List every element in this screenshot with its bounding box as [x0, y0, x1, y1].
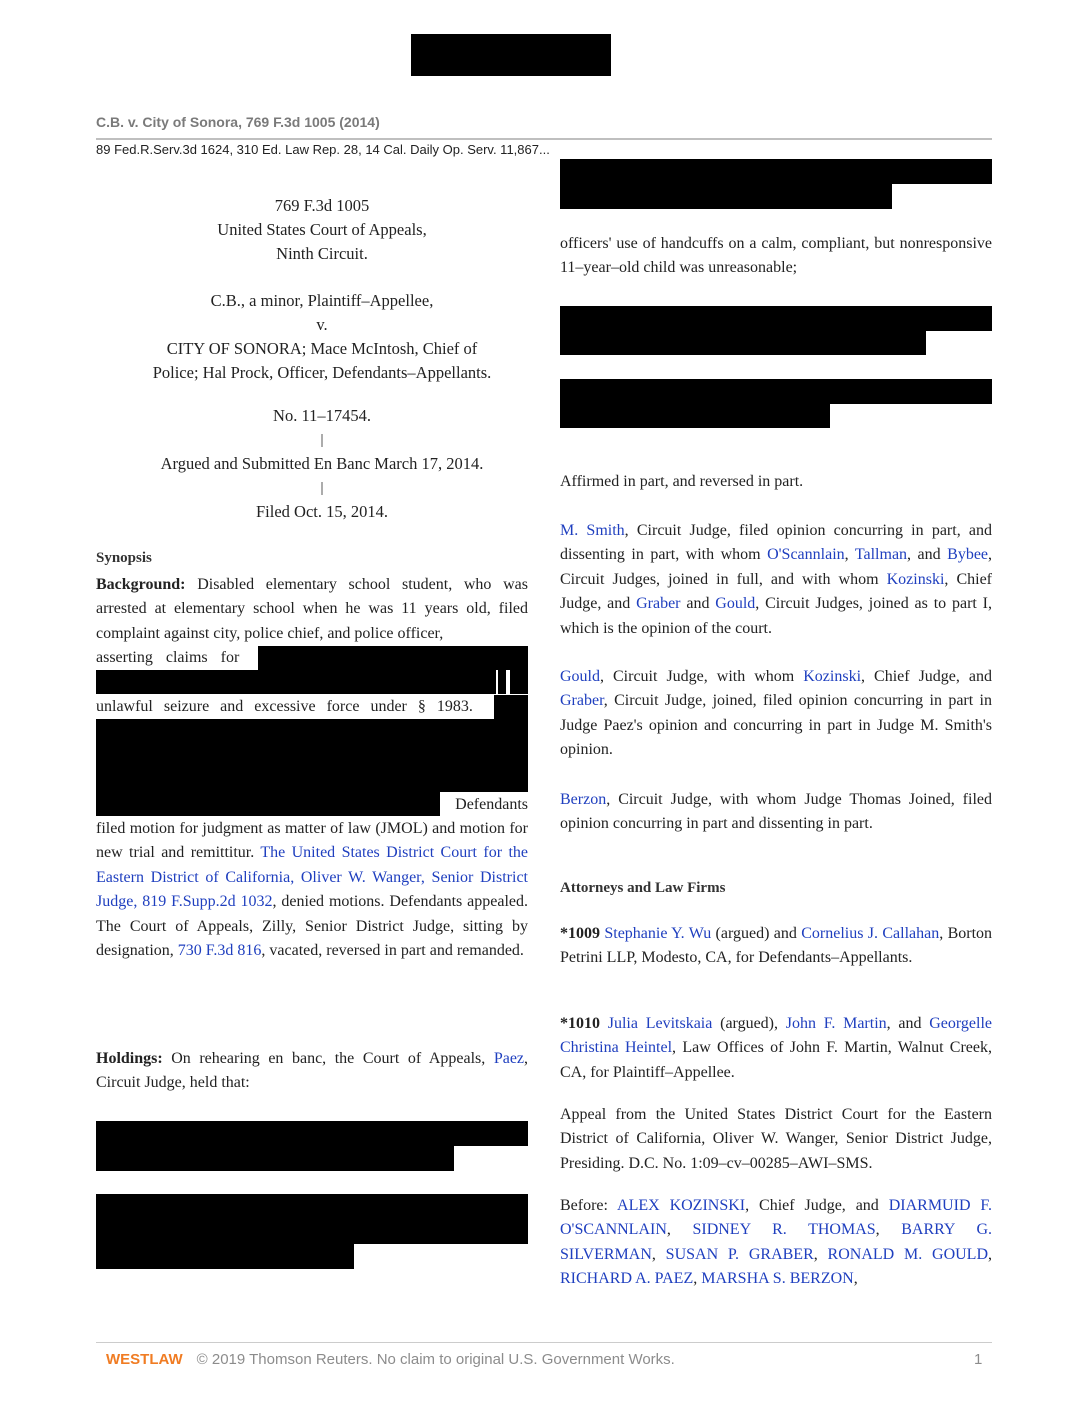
attorney-text: (argued) and: [715, 925, 797, 942]
holdings-text: On rehearing en banc, the Court of Appeals,: [171, 1050, 486, 1067]
background-text: Disabled elementary school student, who was arrested at elementary school when he was 11 years old, filed complaint against city, police chief, and police officer,: [96, 576, 529, 642]
versus: v.: [316, 315, 328, 334]
judge-link-graber[interactable]: SUSAN P. GRABER: [665, 1245, 814, 1263]
note-text: and: [686, 595, 710, 613]
note-text: , and: [907, 546, 941, 564]
docket-number: No. 11–17454.: [273, 406, 371, 425]
judge-link-oscannlain[interactable]: O'Scannlain: [767, 546, 845, 564]
plaintiff: C.B., a minor, Plaintiff–Appellee,: [210, 291, 434, 310]
defendants-line1: CITY OF SONORA; Mace McIntosh, Chief of: [166, 339, 478, 358]
synopsis-heading: Synopsis: [96, 550, 152, 566]
court-name: United States Court of Appeals,: [217, 220, 427, 239]
note-text: , Chief Judge, and: [861, 668, 992, 685]
panel-judges: Before: ALEX KOZINSKI, Chief Judge, and DIARMUID F. O'SCANNLAIN, SIDNEY R. THOMAS, BARRY G. SILVERMAN, SUSAN P. GRABER, RONALD M. GOULD, RICHARD A. PAEZ, MARSHA S. BERZON,: [560, 1197, 993, 1288]
judge-link-m-smith[interactable]: M. Smith: [560, 522, 625, 539]
judge-link-kozinski[interactable]: Kozinski: [803, 668, 862, 685]
redaction: [560, 184, 892, 209]
district-court-link[interactable]: The United States District Court for the Eastern District of California, Oliver W. Wanger, Senior District Judge,: [96, 844, 528, 911]
procedural-text: , denied motions. Defendants appealed. The Court of Appeals, Zilly, Senior District Judge, sitting by designation,: [96, 893, 528, 960]
court-circuit: Ninth Circuit.: [276, 244, 368, 263]
attorney-text: (argued),: [720, 1015, 779, 1032]
top-redaction: [411, 34, 611, 76]
reporter-citation: 769 F.3d 1005: [274, 196, 370, 215]
holding-handcuffs: officers' use of handcuffs on a calm, compliant, but nonresponsive 11–year–old child was unreasonable;: [560, 235, 992, 277]
redaction: [494, 695, 528, 719]
background-defendants: Defendants: [455, 796, 528, 813]
redaction: [510, 670, 528, 694]
disposition: Affirmed in part, and reversed in part.: [560, 473, 804, 490]
defendants-line2: Police; Hal Prock, Officer, Defendants–Appellants.: [152, 363, 492, 382]
redaction: [560, 331, 926, 355]
judge-link-bybee[interactable]: Bybee: [947, 546, 989, 564]
background-claims-cont: unlawful seizure and excessive force under § 1983.: [96, 698, 473, 715]
footer-divider: [96, 1342, 992, 1343]
holdings-paragraph: [96, 1047, 528, 1096]
judge-link-gould[interactable]: RONALD M. GOULD: [827, 1245, 989, 1263]
redaction: [258, 646, 528, 670]
holdings-text: , Circuit Judge, held that:: [96, 1050, 529, 1092]
paez-link[interactable]: Paez: [493, 1050, 525, 1067]
gould-opinion-note: [560, 665, 992, 763]
separator: |: [320, 480, 324, 496]
judge-link-kozinski[interactable]: ALEX KOZINSKI: [617, 1197, 746, 1214]
chief-judge-text: , Chief Judge, and: [745, 1197, 879, 1214]
redaction: [96, 670, 496, 694]
judge-link-graber[interactable]: Graber: [560, 692, 604, 710]
argued-date: Argued and Submitted En Banc March 17, 2014.: [160, 454, 484, 473]
judge-link-thomas[interactable]: SIDNEY R. THOMAS: [692, 1221, 876, 1239]
judge-link-paez[interactable]: RICHARD A. PAEZ: [560, 1270, 694, 1288]
background-paragraph: [96, 573, 528, 646]
redaction: [96, 1194, 528, 1244]
redaction: [96, 1121, 528, 1146]
note-text: ,: [844, 546, 849, 564]
note-text: , Circuit Judge, with whom: [600, 668, 795, 685]
judge-link-berzon[interactable]: MARSHA S. BERZON: [701, 1270, 854, 1288]
page-ref: *1009: [560, 925, 600, 942]
redaction: [498, 670, 506, 694]
appeal-from: Appeal from the United States District Court for the Eastern District of California, Oliver W. Wanger, Senior District Judge, Presiding. D.C. No. 1:09–cv–00285–AWI–SMS.: [560, 1106, 992, 1172]
note-text: , Circuit Judge, filed opinion concurring in part, and dissenting in part, with whom: [560, 522, 992, 564]
judge-link-tallman[interactable]: Tallman: [854, 546, 908, 564]
attorney-link-heintel[interactable]: Georgelle Christina Heintel: [560, 1015, 993, 1057]
redaction: [560, 306, 992, 331]
westlaw-logo: WESTLAW: [106, 1351, 183, 1368]
judge-link-kozinski[interactable]: Kozinski: [886, 570, 945, 588]
procedural-text: filed motion for judgment as matter of law (JMOL) and motion for new trial and remittitur.: [96, 820, 528, 862]
judge-link-gould[interactable]: Gould: [715, 595, 756, 613]
footer: [106, 1351, 675, 1368]
attorney-link-martin[interactable]: John F. Martin: [785, 1015, 887, 1032]
filed-date: Filed Oct. 15, 2014.: [256, 502, 388, 521]
f-supp-citation-link[interactable]: 819 F.Supp.2d 1032: [142, 893, 273, 911]
judge-link-gould[interactable]: Gould: [560, 668, 600, 685]
header-divider: [96, 138, 992, 140]
page-ref: *1010: [560, 1015, 600, 1032]
redaction: [96, 1146, 454, 1171]
judge-link-berzon[interactable]: Berzon: [560, 791, 607, 808]
copyright: © 2019 Thomson Reuters. No claim to original U.S. Government Works.: [196, 1351, 675, 1368]
note-text: , Circuit Judges, joined as to part I, which is the opinion of the court.: [560, 595, 993, 637]
note-text: , Circuit Judge, joined, filed opinion concurring in part in Judge Paez's opinion and concurring in part in Judge M. Smith's opinion.: [560, 692, 992, 759]
note-text: , Circuit Judge, with whom Judge Thomas Joined, filed opinion concurring in part and dissenting in part.: [560, 791, 992, 833]
f3d-citation-link[interactable]: 730 F.3d 816: [177, 942, 262, 960]
before-label: Before:: [560, 1197, 608, 1214]
note-text: , Circuit Judges, joined in full, and with whom: [560, 546, 993, 588]
background-label: Background:: [96, 576, 186, 593]
smith-opinion-note: [560, 519, 992, 641]
redaction: [96, 792, 440, 816]
attorneys-appellants: [560, 922, 992, 971]
judge-link-oscannlain[interactable]: DIARMUID F. O'SCANNLAIN: [560, 1197, 993, 1239]
attorney-link-wu[interactable]: Stephanie Y. Wu: [604, 925, 712, 942]
attorney-link-levitskaia[interactable]: Julia Levitskaia: [607, 1015, 713, 1032]
document-title: C.B. v. City of Sonora, 769 F.3d 1005 (2014): [96, 114, 380, 130]
separator: |: [320, 432, 324, 448]
procedural-history: [96, 817, 528, 963]
redaction: [560, 159, 992, 184]
redaction: [560, 379, 992, 404]
judge-link-silverman[interactable]: BARRY G. SILVERMAN: [560, 1221, 992, 1263]
attorneys-appellee: [560, 1012, 992, 1085]
holdings-label: Holdings:: [96, 1050, 163, 1067]
page-number: 1: [974, 1351, 983, 1368]
attorney-text: , Borton Petrini LLP, Modesto, CA, for Defendants–Appellants.: [560, 925, 993, 967]
judge-link-graber[interactable]: Graber: [636, 595, 681, 613]
attorney-text: , Law Offices of John F. Martin, Walnut Creek, CA, for Plaintiff–Appellee.: [560, 1039, 992, 1081]
case-caption: [96, 194, 548, 524]
background-claims: asserting claims for: [96, 649, 240, 666]
redaction: [560, 404, 830, 428]
berzon-opinion-note: [560, 788, 992, 837]
attorney-text: , and: [886, 1015, 922, 1032]
attorneys-heading: Attorneys and Law Firms: [560, 880, 726, 896]
note-text: , Chief Judge, and: [560, 570, 993, 613]
procedural-text: , vacated, reversed in part and remanded.: [261, 942, 524, 960]
attorney-link-callahan[interactable]: Cornelius J. Callahan: [801, 925, 940, 942]
redaction: [96, 1244, 354, 1269]
redaction: [96, 719, 528, 792]
parallel-citations: 89 Fed.R.Serv.3d 1624, 310 Ed. Law Rep. 28, 14 Cal. Daily Op. Serv. 11,867...: [96, 142, 550, 157]
